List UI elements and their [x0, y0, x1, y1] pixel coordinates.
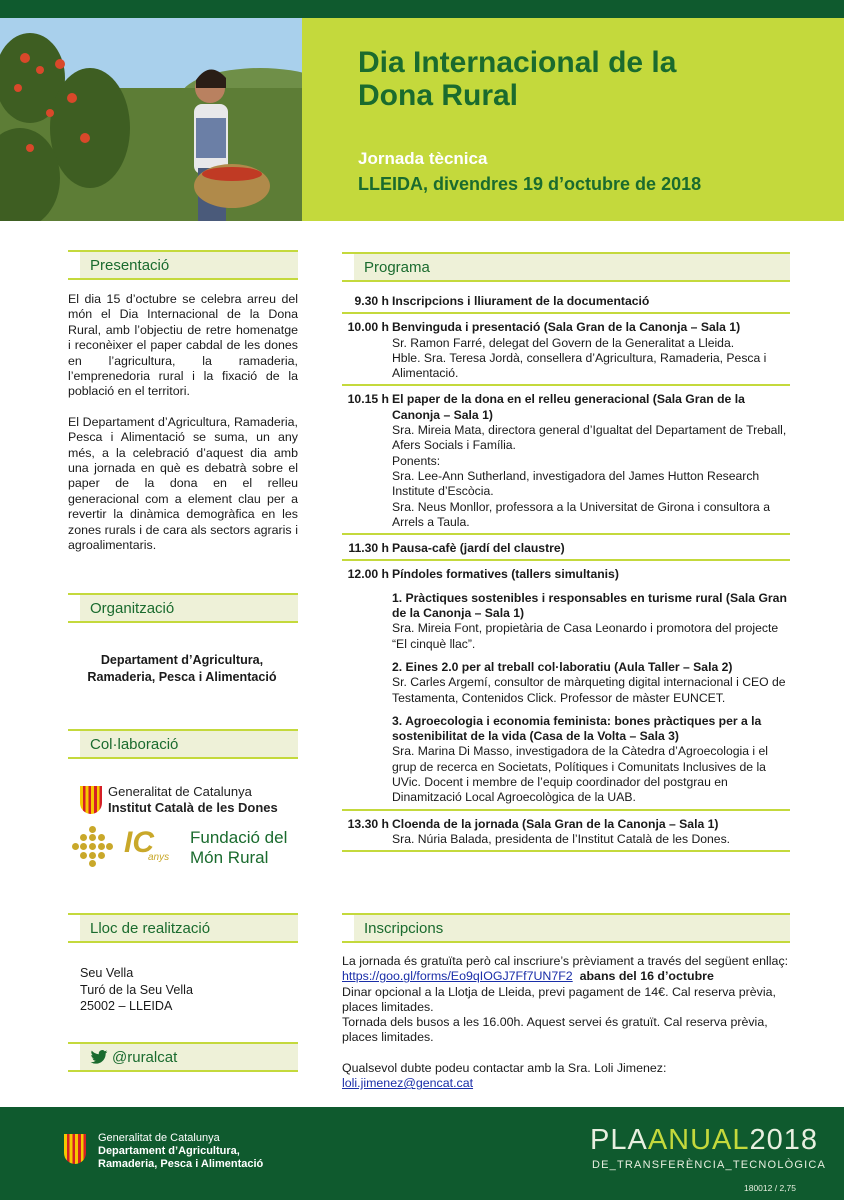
contact-email[interactable]: loli.jimenez@gencat.cat	[342, 1076, 474, 1091]
program-item	[342, 561, 790, 810]
program-speaker: Sra. Núria Balada, presidenta de l’Institut Català de les Dones.	[392, 831, 731, 846]
presentacio-paragraph-1: El dia 15 d’octubre se celebra arreu del món el Dia Internacional de la Dona Rural, amb l’objectiu de retre homenatge i reconèixer el paper cabdal de les dones en l’agricultura, la ramaderia, l’emprenedoria rural i la fixació de la població en el territori.	[68, 292, 298, 399]
event-location-date: LLEIDA, divendres 19 d’octubre de 2018	[358, 174, 702, 194]
program-item	[342, 314, 790, 386]
document-code: 180012 / 2,75	[744, 1183, 796, 1193]
inscripcions-heading	[342, 913, 790, 943]
top-bar	[0, 0, 844, 18]
program-speaker: Hble. Sra. Teresa Jordà, consellera d’Agricultura, Ramaderia, Pesca i Alimentació.	[392, 350, 767, 381]
twitter-handle[interactable]: @ruralcat	[112, 1049, 178, 1066]
footer-senyera-icon	[64, 1134, 86, 1164]
lloc-heading	[68, 913, 298, 943]
program-item	[342, 288, 790, 314]
pla-anual-word1: PLA	[590, 1124, 648, 1156]
fundacio-dots-icon	[72, 826, 114, 868]
venue-address: Seu Vella Turó de la Seu Vella 25002 – LLEIDA	[80, 966, 193, 1013]
collaboracio-heading-label: Col·laboració	[80, 731, 298, 757]
program-speaker: Sra. Lee-Ann Sutherland, investigadora del James Hutton Research Institute d’Escòcia.	[392, 468, 760, 499]
program-title: El paper de la dona en el relleu generacional (Sala Gran de la Canonja – Sala 1)	[392, 392, 745, 422]
program-title: Inscripcions i lliurament de la documentació	[392, 294, 650, 308]
program-title: Cloenda de la jornada (Sala Gran de la Canonja – Sala 1)	[392, 816, 719, 831]
program-speaker: Sra. Mireia Mata, directora general d’Igualtat del Departament de Treball, Afers Socials i Família.	[392, 423, 787, 453]
program-title: Píndoles formatives (tallers simultanis)	[392, 567, 619, 582]
bus-info: Tornada dels busos a les 16.00h. Aquest servei és gratuït. Cal reserva prèvia, places limitades.	[342, 1015, 768, 1045]
event-title: Dia Internacional de la Dona Rural	[358, 46, 677, 112]
presentacio-paragraph-2: El Departament d’Agricultura, Ramaderia, Pesca i Alimentació se suma, un any més, a la celebració d’aquest dia amb una jornada en què es debatrà sobre el paper de la dona en el relleu generacional com a element clau per a revertir la dinàmica demogràfica en les zones rurals i de cara als sectors agraris i agroalimentaris.	[68, 414, 298, 553]
registration-link[interactable]: https://goo.gl/forms/Eo9qIOGJ7Ff7UN7F2	[342, 969, 573, 984]
hero-photo	[0, 18, 302, 221]
header-band	[302, 18, 844, 221]
fundacio-10-anys-mark: IC	[124, 826, 154, 859]
pla-anual-word2: ANUAL	[647, 1124, 750, 1156]
program-speaker: Sra. Neus Monllor, professora a la Universitat de Girona i consultora a Arrels a Taula.	[392, 499, 770, 529]
program-list	[342, 288, 790, 852]
workshop-1	[392, 591, 790, 652]
inscripcions-intro: La jornada és gratuïta però cal inscriure’s prèviament a través del següent enllaç:	[342, 954, 789, 968]
presentacio-heading	[68, 250, 298, 280]
program-title: Benvinguda i presentació (Sala Gran de la Canonja – Sala 1)	[392, 320, 741, 335]
farmer-photo-illustration	[0, 18, 302, 221]
presentacio-text	[68, 292, 298, 554]
registration-deadline: abans del 16 d’octubre	[579, 969, 714, 984]
program-time: 9.30 h	[354, 294, 389, 308]
gen-logo-line2: Institut Català de les Dones	[108, 800, 278, 815]
workshop-title: 1. Pràctiques sostenibles i responsables en turisme rural (Sala Gran de la Canonja – Sala 1)	[392, 590, 787, 621]
pla-anual-subtitle: DE_TRANSFERÈNCIA_TECNOLÒGICA	[592, 1159, 827, 1171]
workshop-title: 3. Agroecologia i economia feminista: bones pràctiques per a la sostenibilitat de la vida (Casa de la Volta – Sala 3)	[392, 713, 762, 744]
social-handle-box[interactable]	[68, 1042, 298, 1072]
pla-anual-year: 2018	[749, 1124, 819, 1156]
workshop-2	[392, 660, 790, 706]
gen-logo-line1: Generalitat de Catalunya	[108, 784, 252, 799]
footer-line2: Departament d’Agricultura,	[98, 1145, 240, 1157]
program-time: 10.00 h	[347, 320, 389, 335]
organitzacio-heading	[68, 593, 298, 623]
lunch-info: Dinar opcional a la Llotja de Lleida, previ pagament de 14€. Cal reserva prèvia, places limitades.	[342, 984, 776, 1014]
organitzacio-name: Departament d’Agricultura, Ramaderia, Pesca i Alimentació	[87, 653, 277, 684]
program-speaker: Sr. Ramon Farré, delegat del Govern de la Generalitat a Lleida.	[392, 335, 735, 350]
event-type: Jornada tècnica	[358, 149, 488, 168]
pla-anual-logo	[590, 1124, 818, 1157]
inscripcions-text	[342, 954, 790, 1091]
senyera-icon	[80, 786, 102, 814]
workshop-title: 2. Eines 2.0 per al treball col·laboratiu (Aula Taller – Sala 2)	[392, 659, 733, 674]
fundacio-anys-label: anys	[148, 852, 170, 863]
organitzacio-heading-label: Organització	[80, 595, 298, 621]
footer-line1: Generalitat de Catalunya	[98, 1132, 220, 1144]
programa-heading-label: Programa	[354, 254, 790, 280]
program-label: Ponents:	[392, 453, 441, 468]
workshop-3	[392, 714, 790, 806]
fundacio-name: Fundació del Món Rural	[190, 828, 288, 867]
lloc-heading-label: Lloc de realització	[80, 915, 298, 941]
collaboracio-heading	[68, 729, 298, 759]
workshop-speaker: Sra. Mireia Font, propietària de Casa Leonardo i promotora del projecte “El cinquè llac”.	[392, 621, 779, 651]
twitter-bird-icon	[90, 1050, 108, 1064]
program-time: 11.30 h	[348, 541, 389, 556]
presentacio-heading-label: Presentació	[80, 252, 298, 278]
program-time: 12.00 h	[347, 567, 389, 582]
workshop-speaker: Sra. Marina Di Masso, investigadora de la Càtedra d’Agroecologia i el grup de recerca en Societats, Polítiques i Comunitats Inclusives de la UVic. Docent i membre de l’equip coordinador del postgrau en Dinamització Local Agroecològica de la UAB.	[392, 744, 768, 805]
program-time: 13.30 h	[347, 816, 389, 831]
program-item	[342, 535, 790, 561]
workshop-speaker: Sr. Carles Argemí, consultor de màrqueting digital internacional i CEO de Testamenta, Contenidos Click. Professor de màster EUNCET.	[392, 675, 786, 705]
programa-heading	[342, 252, 790, 282]
contact-info: Qualsevol dubte podeu contactar amb la Sra. Loli Jimenez:	[342, 1060, 667, 1075]
footer-line3: Ramaderia, Pesca i Alimentació	[98, 1158, 264, 1170]
program-item	[342, 811, 790, 853]
program-time: 10.15 h	[347, 392, 389, 407]
program-title: Pausa-cafè (jardí del claustre)	[392, 541, 565, 556]
inscripcions-heading-label: Inscripcions	[354, 915, 790, 941]
program-item	[342, 386, 790, 535]
